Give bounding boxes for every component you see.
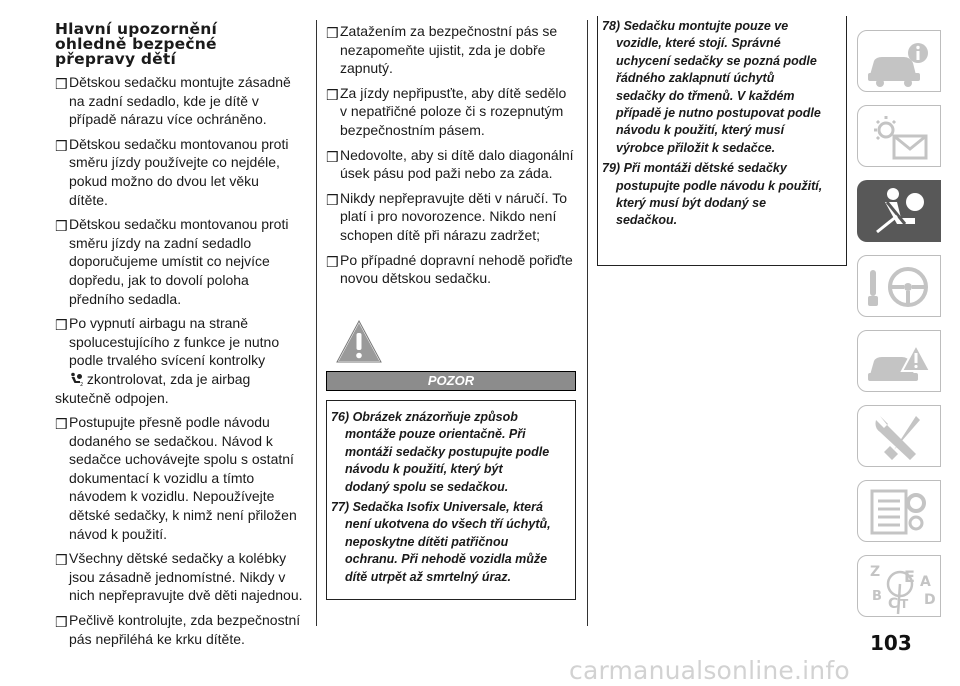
warning-triangle-icon <box>335 318 383 371</box>
checkbox-bullet-icon: ❒ <box>326 191 339 208</box>
specs-icon <box>858 481 942 543</box>
column-divider <box>587 20 588 626</box>
watermark: carmanualsonline.info <box>569 656 850 685</box>
checkbox-bullet-icon: ❒ <box>55 218 68 235</box>
bullet-item: ❒ Po případné dopravní nehodě pořiďte novou dětskou sedačku. <box>326 251 573 287</box>
column-2 <box>326 22 576 622</box>
bullet-item: ❒ Nedovolte, aby si dítě dalo diagonální úsek pásu pod paži nebo za záda. <box>326 146 574 182</box>
tab-technical-data[interactable] <box>857 480 941 542</box>
tab-index[interactable] <box>857 555 941 617</box>
checkbox-bullet-icon: ❒ <box>55 416 68 433</box>
steering-start-icon <box>858 256 942 318</box>
page-number: 103 <box>870 631 912 655</box>
bullet-item: ❒ Zatažením za bezpečnostní pás se nezapomeňte ujistit, zda je dobře zapnutý. <box>326 23 558 77</box>
svg-text:C: C <box>888 596 899 612</box>
heading-line-2: ohledně bezpečné <box>55 35 217 53</box>
bullet-item: ❒ Všechny dětské sedačky a kolébky jsou zásadně jednomístné. Nikdy v nich nepřepravujte dvě děti najednou. <box>55 550 303 604</box>
warning-box <box>326 400 576 600</box>
svg-text:Z: Z <box>870 564 881 580</box>
checkbox-bullet-icon: ❒ <box>326 25 339 41</box>
checkbox-bullet-icon: ❒ <box>55 317 68 334</box>
warning-note: 76) Obrázek znázorňuje způsob montáže pouze orientačně. Při montáži sedačky postupujte podle návodu k použití, který být dodaný spolu se sedačkou. <box>331 410 550 494</box>
warning-note: 78) Sedačku montujte pouze ve vozidle, které stojí. Správné uchycení sedačky se pozná podle řádného zaklapnutí úchytů sedačky do třmenů. V každém případě je nutno postupovat podle návodu k použití, který musí výrobce přiložit k sedačce. <box>602 19 821 155</box>
column-1 <box>55 22 305 654</box>
bullet-item-airbag: ❒ Po vypnutí airbagu na straně spolucestujícího z funkce je nutno podle trvalého svícení kontrolky 2 zkontrolovat, zda je airbag skutečně odpojen. <box>55 315 280 406</box>
tab-starting-driving[interactable] <box>857 255 941 317</box>
checkbox-bullet-icon: ❒ <box>326 86 339 103</box>
svg-text:E: E <box>904 567 915 586</box>
seat-belt-airbag-icon <box>857 180 941 242</box>
tab-car-info[interactable] <box>857 30 941 92</box>
warning-box-continued <box>597 16 847 266</box>
passenger-airbag-off-icon <box>69 372 83 386</box>
column-divider <box>316 20 317 626</box>
svg-text:D: D <box>924 592 936 608</box>
checkbox-bullet-icon: ❒ <box>326 148 339 165</box>
bullet-item: ❒ Dětskou sedačku montujte zásadně na zadní sedadlo, kde je dítě v případě nárazu více ochráněno. <box>55 74 291 128</box>
car-warning-icon <box>858 331 942 393</box>
checkbox-bullet-icon: ❒ <box>55 552 68 569</box>
heading-line-1: Hlavní upozornění <box>55 20 217 38</box>
checkbox-bullet-icon: ❒ <box>55 76 68 92</box>
checkbox-bullet-icon: ❒ <box>55 137 68 154</box>
tab-maintenance[interactable] <box>857 405 941 467</box>
index-icon <box>858 556 942 618</box>
car-info-icon <box>858 31 942 93</box>
svg-text:T: T <box>900 597 909 611</box>
warning-note: 79) Při montáži dětské sedačky postupujte podle návodu k použití, který musí být dodaný se sedačkou. <box>602 161 823 228</box>
warning-title-bar: POZOR <box>326 371 576 391</box>
checkbox-bullet-icon: ❒ <box>326 253 339 270</box>
tab-dashboard-lights[interactable] <box>857 105 941 167</box>
tab-emergency[interactable] <box>857 330 941 392</box>
bullet-item: ❒ Postupujte přesně podle návodu dodaného se sedačkou. Návod k sedačce uchovávejte spolu s ostatní dokumentací k vozidlu a tímto návodem k vozidlu. Nepoužívejte dětské sedačky, k nimž není přiložen návod k použití. <box>55 414 297 542</box>
bullet-item: ❒ Dětskou sedačku montovanou proti směru jízdy používejte co nejdéle, pokud možno do dvou let věku dítěte. <box>55 135 289 208</box>
checkbox-bullet-icon: ❒ <box>55 614 68 631</box>
svg-text:A: A <box>920 574 931 590</box>
tab-safety[interactable] <box>857 180 941 242</box>
bullet-item: ❒ Pečlivě kontrolujte, zda bezpečnostní pás nepřiléhá ke krku dítěte. <box>55 612 301 647</box>
tools-icon <box>858 406 942 468</box>
dashboard-lights-icon <box>858 106 942 168</box>
section-heading <box>55 22 305 67</box>
svg-text:2: 2 <box>80 381 83 386</box>
bullet-item: ❒ Dětskou sedačku montovanou proti směru jízdy na zadní sedadlo doporučujeme umístit co nejvíce dopředu, jak to dovolí poloha předního sedadla. <box>55 216 289 307</box>
bullet-item: ❒ Nikdy nepřepravujte děti v náručí. To platí i pro novorozence. Nikdo není schopen dítě při nárazu zadržet; <box>326 189 567 243</box>
warning-note: 77) Sedačka Isofix Universale, která není ukotvena do všech tří úchytů, neposkytne dítěti patřičnou ochranu. Při nehodě vozidla může dítě utrpět až smrtelný úraz. <box>331 500 551 584</box>
svg-text:B: B <box>872 589 882 604</box>
heading-line-3: přepravy dětí <box>55 50 176 68</box>
bullet-item: ❒ Za jízdy nepřipusťte, aby dítě sedělo v nepatřičné poloze či s rozepnutým bezpečnostním pásem. <box>326 84 567 138</box>
